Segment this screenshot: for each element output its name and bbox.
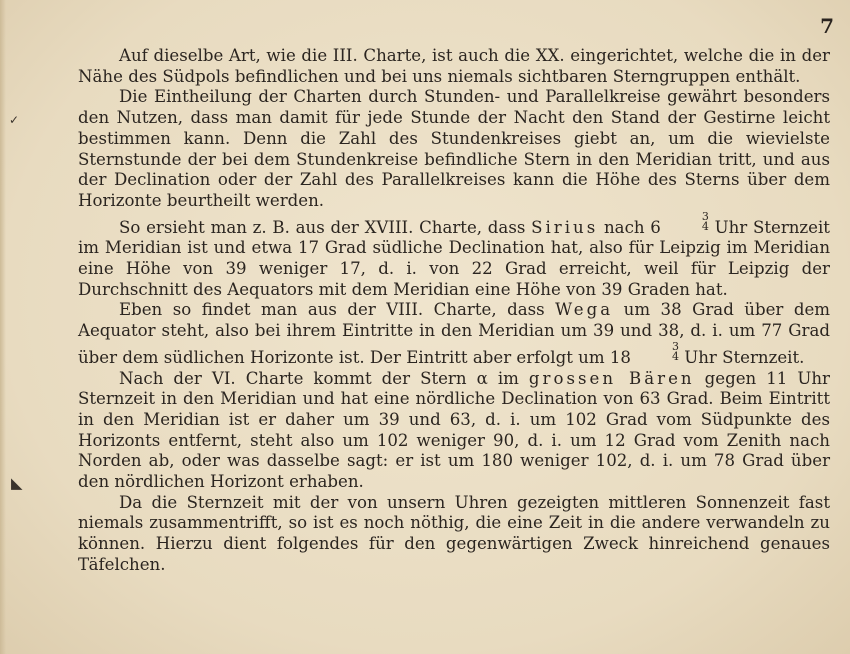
paragraph-5-text-after: gegen 11 Uhr Sternzeit in den Meridian und hat eine nördliche Declination von 63 Grad. Beim Eintritt in den Meridian ist er daher um 39 und 63, d. i. um 102 Grad vom Südpunkte des Horizonts entfernt, steht also um 102 weniger 90, d. i. um 12 Grad vom Zenith nach Norden ab, oder was dasselbe sagt: er ist um 180 weniger 102, d. i. um 78 Grad über den nördlichen Horizont erhaben. bbox=[78, 368, 830, 492]
fraction: 3 4 bbox=[701, 209, 709, 233]
paragraph-4-text-after: Uhr Sternzeit. bbox=[684, 347, 805, 367]
page-edge-shadow bbox=[0, 0, 6, 654]
margin-mark-upper: ✓ bbox=[9, 113, 20, 127]
paragraph-1: Auf dieselbe Art, wie die III. Charte, ist auch die XX. eingerichtet, welche die in der Nähe des Südpols befindlichen und bei uns niemals sichtbaren Sterngruppen enthält. bbox=[78, 46, 830, 86]
margin-mark-lower: ◣ bbox=[11, 474, 23, 492]
body-text bbox=[78, 46, 830, 576]
constellation-name-grosser-baer: grossen Bären bbox=[528, 368, 695, 388]
paragraph-3-text-before: So ersieht man z. B. aus der XVIII. Charte, dass bbox=[119, 217, 526, 237]
paragraph-4 bbox=[78, 300, 830, 368]
star-name-sirius: Sirius bbox=[531, 217, 599, 237]
paragraph-5-text-before: Nach der VI. Charte kommt der Stern α im bbox=[119, 368, 519, 388]
paragraph-3 bbox=[78, 209, 830, 301]
paragraph-3-text-after: Uhr Sternzeit im Meridian ist und etwa 17 Grad südliche Declination hat, also für Leipzig im Meridian eine Höhe von 39 weniger 17, d. i. von 22 Grad erreicht, weil für Leipzig der Durchschnitt des Aequators mit dem Meridian eine Höhe von 39 Graden hat. bbox=[78, 217, 830, 299]
paragraph-3-text-mid: nach 6 bbox=[603, 217, 661, 237]
star-name-wega: Wega bbox=[555, 300, 614, 320]
fraction: 3 4 bbox=[671, 339, 679, 363]
paragraph-4-text-mid: um 38 Grad über dem Aequator steht, also bei ihrem Eintritte in den Meridian um 39 und 38, d. i. um 77 Grad über dem südlichen Horizonte ist. Der Eintritt aber erfolgt um 18 bbox=[78, 300, 831, 367]
paragraph-2: Die Eintheilung der Charten durch Stunden- und Parallelkreise gewährt besonders den Nutzen, dass man damit für jede Stunde der Nacht den Stand der Gestirne leicht bestimmen kann. Denn die Zahl des Stundenkreises giebt an, um die wievielste Sternstunde der bei dem Stundenkreise befindliche Stern in den Meridian tritt, und aus der Declination oder der Zahl des Parallelkreises kann die Höhe des Sterns über dem Horizonte beurtheilt werden. bbox=[78, 87, 830, 210]
page-number: 7 bbox=[820, 14, 834, 38]
paragraph-5 bbox=[78, 369, 830, 493]
paragraph-4-text-before: Eben so findet man aus der VIII. Charte, dass bbox=[119, 300, 545, 320]
paragraph-6: Da die Sternzeit mit der von unsern Uhren gezeigten mittleren Sonnenzeit fast niemals zusammentrifft, so ist es noch nöthig, die eine Zeit in die andere verwandeln zu können. Hierzu dient folgendes für den gegenwärtigen Zweck hinreichend genaues Täfelchen. bbox=[78, 492, 830, 574]
